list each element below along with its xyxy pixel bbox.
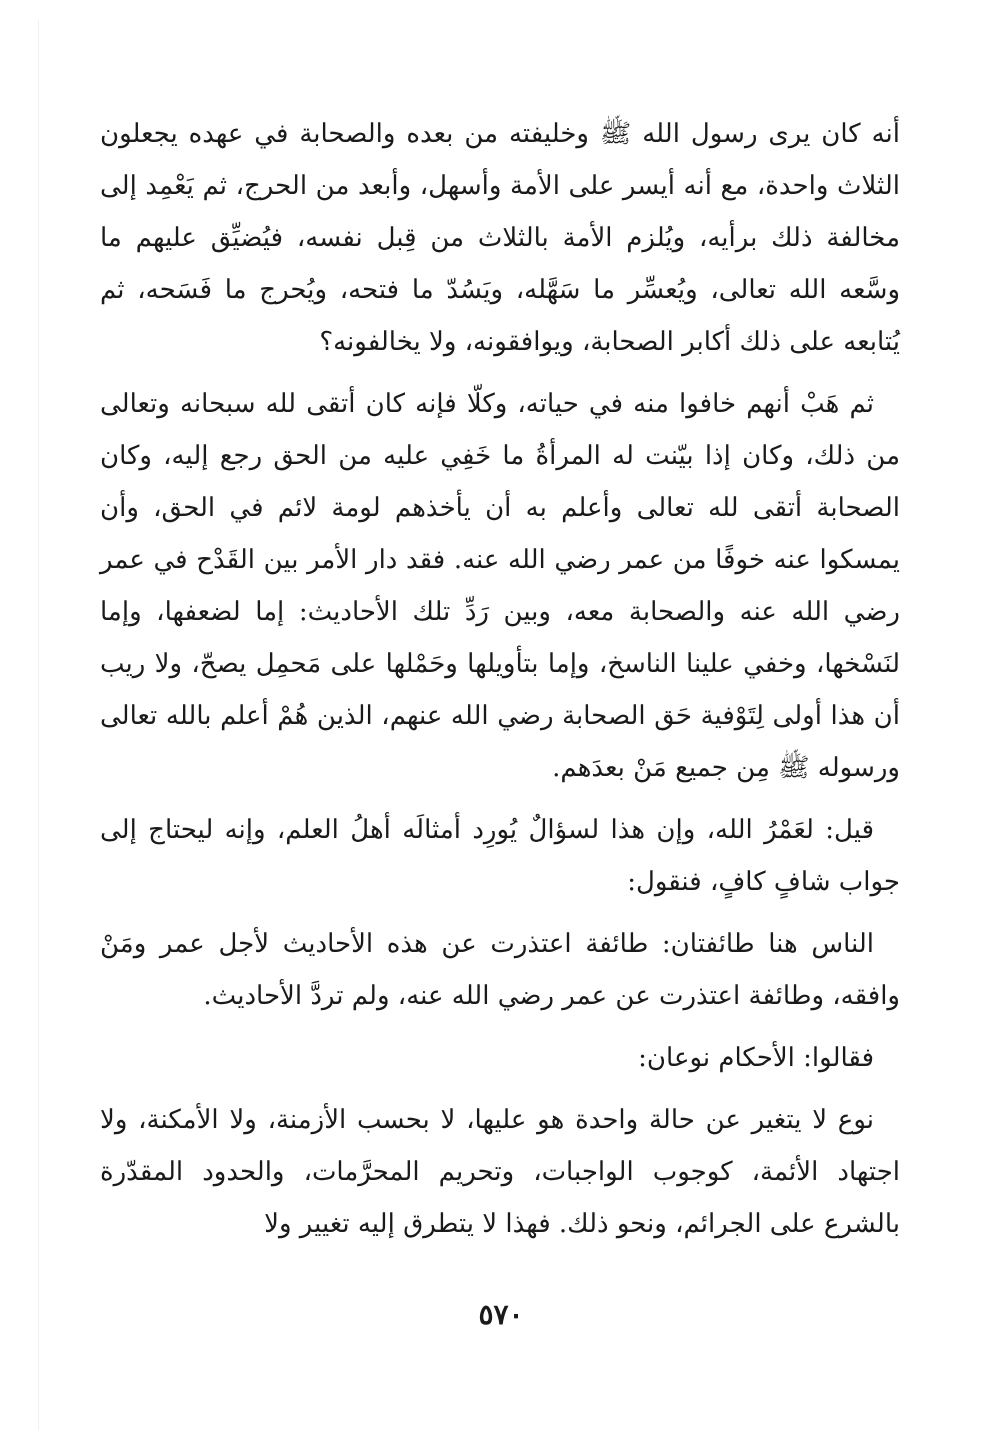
paragraph-1: أنه كان يرى رسول الله ﷺ وخليفته من بعده والصحابة في عهده يجعلون الثلاث واحدة، مع أنه أيسر على الأمة وأسهل، وأبعد من الحرج، ثم يَعْمِد إلى مخالفة ذلك برأيه، ويُلزم الأمة بالثلاث من قِبل نفسه، فيُضيِّق عليهم ما وسَّعه الله تعالى، ويُعسِّر ما سَهَّله، ويَسُدّ ما فتحه، ويُحرج ما فَسَحه، ثم يُتابعه على ذلك أكابر الصحابة، ويوافقونه، ولا يخالفونه؟: [100, 119, 900, 357]
paragraph-6: نوع لا يتغير عن حالة واحدة هو عليها، لا بحسب الأزمنة، ولا الأمكنة، ولا اجتهاد الأئمة، كوجوب الواجبات، وتحريم المحرَّمات، والحدود المقدّرة بالشرع على الجرائم، ونحو ذلك. فهذا لا يتطرق إليه تغيير ولا: [100, 1105, 900, 1239]
paragraph-3: قيل: لعَمْرُ الله، وإن هذا لسؤالٌ يُورِد أمثالَه أهلُ العلم، وإنه ليحتاج إلى جواب شافٍ كافٍ، فنقول:: [100, 815, 900, 897]
paragraph-4: الناس هنا طائفتان: طائفة اعتذرت عن هذه الأحاديث لأجل عمر ومَنْ وافقه، وطائفة اعتذرت عن عمر رضي الله عنه، ولم تردَّ الأحاديث.: [100, 929, 900, 1011]
page-number: ٥٧٠: [478, 1298, 524, 1331]
paragraph-2: ثم هَبْ أنهم خافوا منه في حياته، وكلّا فإنه كان أتقى لله سبحانه وتعالى من ذلك، وكان إذا بيّنت له المرأةُ ما خَفِي عليه من الحق رجع إليه، وكان الصحابة أتقى لله تعالى وأعلم به أن يأخذهم لومة لائم في الحق، وأن يمسكوا عنه خوفًا من عمر رضي الله عنه. فقد دار الأمر بين القَدْح في عمر رضي الله عنه والصحابة معه، وبين رَدِّ تلك الأحاديث: إما لضعفها، وإما لنَسْخها، وخفي علينا الناسخ، وإما بتأويلها وحَمْلها على مَحمِل يصحّ، ولا ريب أن هذا أولى لِتَوْفية حَق الصحابة رضي الله عنهم، الذين هُمْ أعلم بالله تعالى ورسوله ﷺ مِن جميع مَنْ بعدَهم.: [100, 389, 900, 783]
scan-edge-line: [38, 20, 39, 1430]
paragraph-5: فقالوا: الأحكام نوعان:: [638, 1043, 874, 1073]
body-text: [100, 108, 900, 1250]
